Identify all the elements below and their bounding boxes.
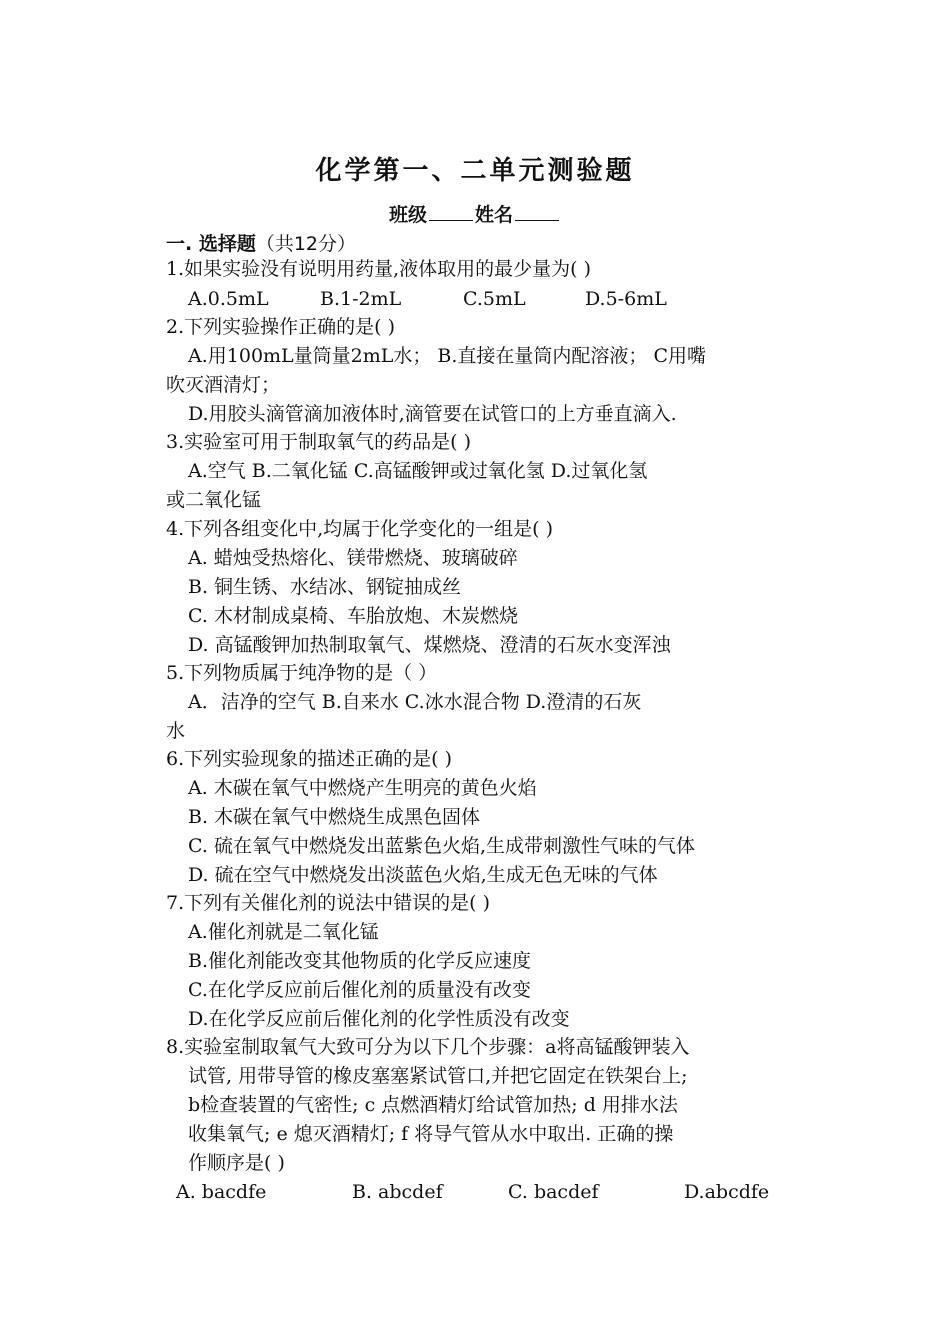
question-4-option-d: D. 高锰酸钾加热制取氧气、煤燃烧、澄清的石灰水变浑浊 [188, 634, 671, 656]
question-7-option-c: C.在化学反应前后催化剂的质量没有改变 [188, 979, 531, 1001]
question-2-line-2: 吹灭酒清灯； [166, 374, 281, 396]
question-3-line-2: 或二氧化锰 [166, 489, 262, 511]
name-blank [515, 202, 559, 221]
question-8-option-d: D.abcdfe [684, 1181, 770, 1203]
question-8-option-a: A. bacdfe [176, 1181, 267, 1203]
question-6-stem: 6.下列实验现象的描述正确的是( ) [166, 748, 452, 770]
page-title: 化学第一、二单元测验题 [315, 156, 635, 186]
question-2-stem: 2.下列实验操作正确的是( ) [166, 316, 395, 338]
question-1-stem: 1.如果实验没有说明用药量,液体取用的最少量为( ) [166, 258, 592, 280]
question-3-stem: 3.实验室可用于制取氧气的药品是( ) [166, 431, 471, 453]
question-1-option-d: D.5-6mL [585, 288, 667, 310]
question-8-line-4: 收集氧气; e 熄灭酒精灯; f 将导气管从水中取出. 正确的操 [188, 1123, 674, 1145]
question-3-line-1: A.空气 B.二氧化锰 C.高锰酸钾或过氧化氢 D.过氧化氢 [188, 460, 648, 482]
question-4-option-a: A. 蜡烛受热熔化、镁带燃烧、玻璃破碎 [188, 547, 518, 569]
question-8-line-3: b检查装置的气密性; c 点燃酒精灯给试管加热; d 用排水法 [188, 1094, 678, 1116]
question-8-option-c: C. bacdef [508, 1181, 599, 1203]
section-title: 一. 选择题 [166, 233, 256, 255]
question-5-line-2: 水 [166, 720, 186, 742]
question-1-option-a: A.0.5mL [188, 288, 269, 310]
question-8-option-b: B. abcdef [352, 1181, 443, 1203]
section-heading [166, 229, 356, 256]
question-8-line-1: 8.实验室制取氧气大致可分为以下几个步骤：a将高锰酸钾装入 [166, 1036, 690, 1058]
question-6-option-b: B. 木碳在氧气中燃烧生成黑色固体 [188, 806, 481, 828]
name-label: 姓名 [475, 204, 514, 226]
question-2-line-3: D.用胶头滴管滴加液体时,滴管要在试管口的上方垂直滴入. [188, 403, 677, 425]
question-4-stem: 4.下列各组变化中,均属于化学变化的一组是( ) [166, 518, 554, 540]
question-1-option-c: C.5mL [463, 288, 526, 310]
question-7-option-a: A.催化剂就是二氧化锰 [188, 921, 379, 943]
question-6-option-c: C. 硫在氧气中燃烧发出蓝紫色火焰,生成带刺激性气味的气体 [188, 835, 695, 857]
question-4-option-c: C. 木材制成桌椅、车胎放炮、木炭燃烧 [188, 605, 518, 627]
class-label: 班级 [388, 204, 427, 226]
question-8-line-2: 试管, 用带导管的橡皮塞塞紧试管口,并把它固定在铁架台上; [188, 1065, 688, 1087]
section-points: （共12分） [255, 233, 357, 255]
question-4-option-b: B. 铜生锈、水结冰、钢锭抽成丝 [188, 576, 462, 598]
question-5-stem: 5.下列物质属于纯净物的是（ ） [166, 662, 438, 684]
question-5-line-1: A．洁净的空气 B.自来水 C.冰水混合物 D.澄清的石灰 [188, 691, 642, 713]
question-7-option-b: B.催化剂能改变其他物质的化学反应速度 [188, 950, 532, 972]
question-7-option-d: D.在化学反应前后催化剂的化学性质没有改变 [188, 1008, 570, 1030]
question-2-line-1: A.用100mL量筒量2mL水； B.直接在量筒内配溶液； C用嘴 [188, 345, 707, 367]
question-6-option-a: A. 木碳在氧气中燃烧产生明亮的黄色火焰 [188, 777, 537, 799]
class-name-line [0, 200, 950, 227]
question-8-line-5: 作顺序是( ) [188, 1152, 285, 1174]
class-blank [429, 202, 473, 221]
question-6-option-d: D. 硫在空气中燃烧发出淡蓝色火焰,生成无色无味的气体 [188, 864, 658, 886]
question-7-stem: 7.下列有关催化剂的说法中错误的是( ) [166, 892, 490, 914]
question-1-option-b: B.1-2mL [320, 288, 402, 310]
